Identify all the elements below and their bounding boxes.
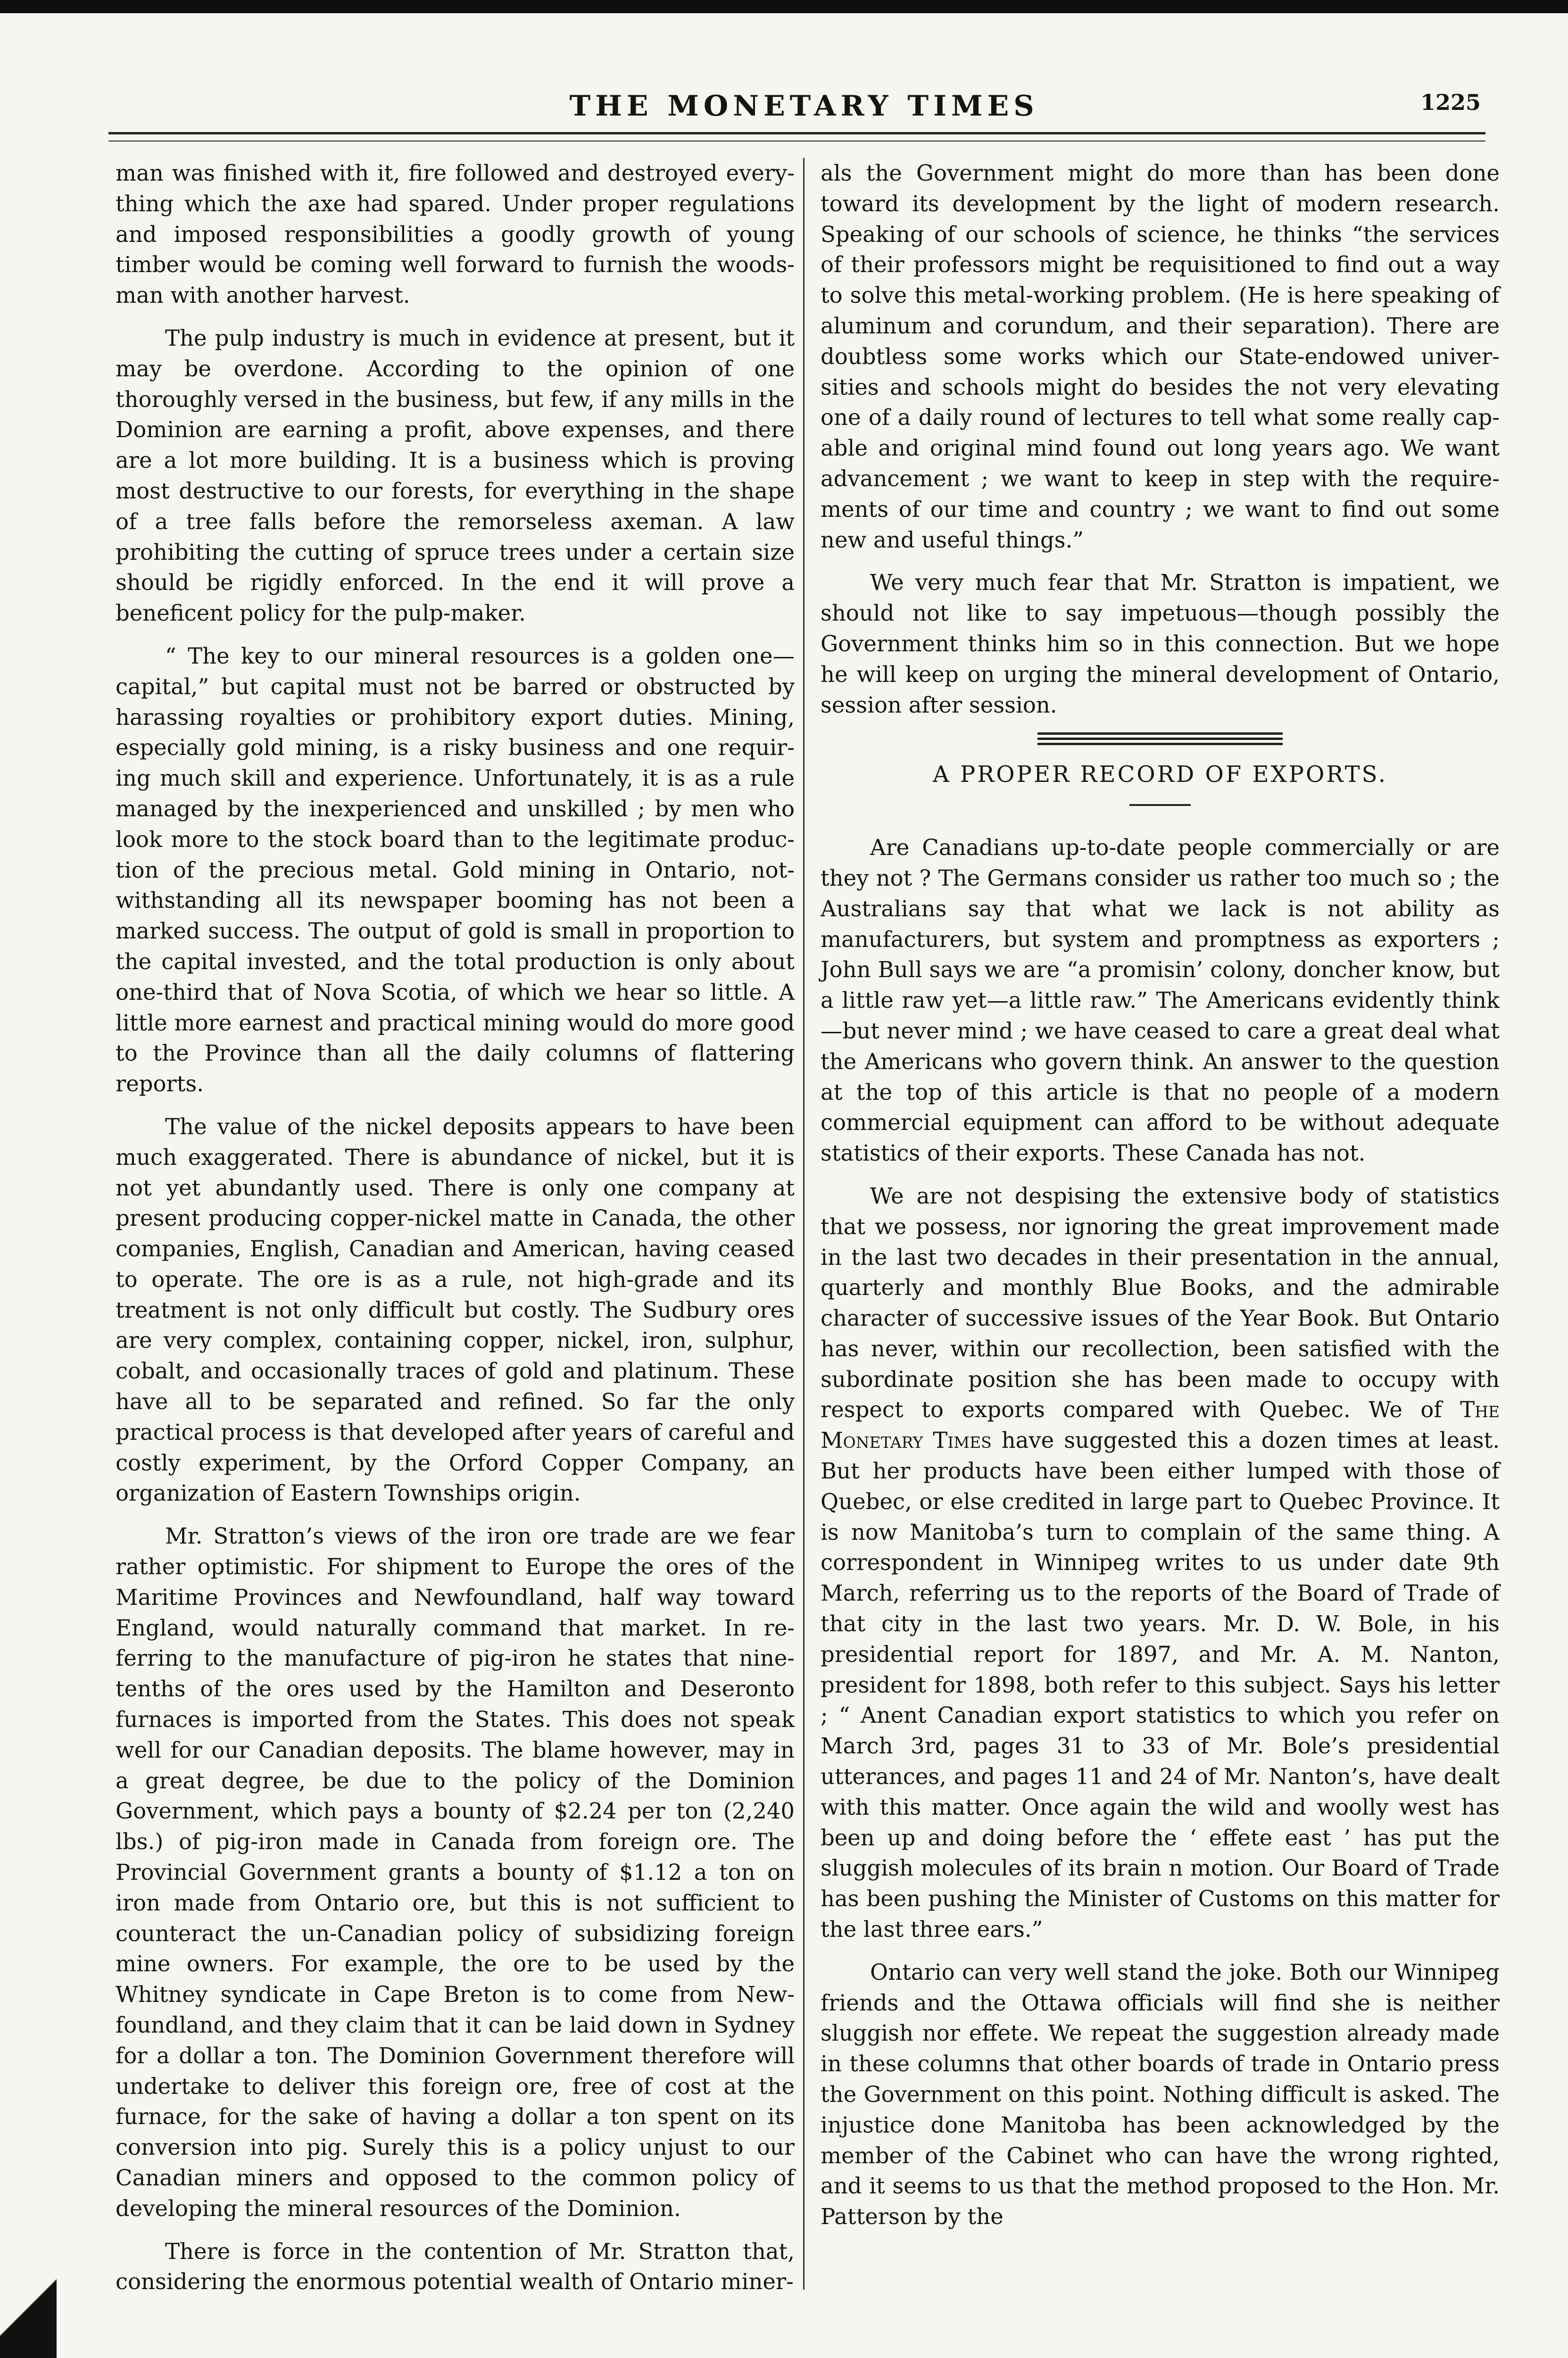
paragraph: “ The key to our mineral resources is a golden one—capital,” but capital must not be barred or obstructed by harassing royalties or prohibitory export duties. Mining, especially gold mining, is a risky business and one requir-ing much skill and experience. Unfortunately, it is as a rule managed by the inexperienced and unskilled ; by men who look more to the stock board than to the legitimate produc-tion of the precious metal. Gold mining in Ontario, not-withstanding all its newspaper booming has not been a marked success. The output of gold is small in proportion to the capital invested, and the total production is only about one-third that of Nova Scotia, of which we hear so little. A little more earnest and practical mining would do more good to the Province than all the daily columns of flattering reports. bbox=[116, 643, 795, 1097]
left-column bbox=[116, 158, 795, 2309]
paragraph-text: We are not despising the extensive body of statistics that we possess, nor ignoring the great improvement made in the last two decades in their presentation in the annual, quarterly and monthly Blue Books, and the admirable character of successive issues of the Year Book. But Ontario has never, within our recollection, been satisfied with the subordinate position she has been made to occupy with respect to exports compared with Quebec. We of bbox=[821, 1183, 1500, 1423]
paragraph: Mr. Stratton’s views of the iron ore trade are we fear rather optimistic. For shipment to Europe the ores of the Maritime Provinces and Newfoundland, half way toward England, would naturally command that market. In re-ferring to the manufacture of pig-iron he states that nine-tenths of the ores used by the Hamilton and Deseronto furnaces is imported from the States. This does not speak well for our Canadian deposits. The blame however, may in a great degree, be due to the policy of the Dominion Government, which pays a bounty of $2.24 per ton (2,240 lbs.) of pig-iron made in Canada from foreign ore. The Provincial Government grants a bounty of $1.12 a ton on iron made from Ontario ore, but this is not sufficient to counteract the un-Canadian policy of subsidizing foreign mine owners. For example, the ore to be used by the Whitney syndicate in Cape Breton is to come from New-foundland, and they claim that it can be laid down in Sydney for a dollar a ton. The Dominion Government therefore will undertake to deliver this foreign ore, free of cost at the furnace, for the sake of having a dollar a ton spent on its conversion into pig. Surely this is a policy unjust to our Canadian miners and opposed to the common policy of developing the mineral resources of the Dominion. bbox=[116, 1523, 795, 2221]
paragraph-text: have suggested this a dozen times at least. But her products have been either lumped with those of Quebec, or else credited in large part to Quebec Province. It is now Manitoba’s turn to complain of the same thing. A correspondent in Winnipeg writes to us under date 9th March, referring us to the reports of the Board of Trade of that city in the last two years. Mr. D. W. Bole, in his presidential report for 1897, and Mr. A. M. Nanton, president for 1898, both refer to this subject. Says his letter ; “ Anent Canadian export statistics to which you refer on March 3rd, pages 31 to 33 of Mr. Bole’s presidential utterances, and pages 11 and 24 of Mr. Nanton’s, have dealt with this matter. Once again the wild and woolly west has been up and doing before the ‘ effete east ’ has put the sluggish molecules of its brain n motion. Our Board of Trade has been pushing the Minister of Customs on this matter for the last three ears.” bbox=[821, 1428, 1500, 1943]
page-header bbox=[108, 90, 1500, 123]
paragraph: Are Canadians up-to-date people commercially or are they not ? The Germans consider us rather too much so ; the Australians say that what we lack is not ability as manufacturers, but system and promptness as exporters ; John Bull says we are “a promisin’ colony, doncher know, but a little raw yet—a little raw.” The Americans evidently think—but never mind ; we have ceased to care a great deal what the Americans who govern think. An answer to the question at the top of this article is that no people of a modern commercial equipment can afford to be without adequate statistics of their exports. These Canada has not. bbox=[821, 835, 1500, 1166]
paragraph: The value of the nickel deposits appears to have been much exaggerated. There is abundance of nickel, but it is not yet abundantly used. There is only one company at present producing copper-nickel matte in Canada, the other companies, English, Canadian and American, having ceased to operate. The ore is as a rule, not high-grade and its treatment is not only difficult but costly. The Sudbury ores are very complex, containing copper, nickel, iron, sulphur, cobalt, and occasionally traces of gold and platinum. These have all to be separated and refined. So far the only practical process is that developed after years of careful and costly experiment, by the Orford Copper Company, an organization of Eastern Townships origin. bbox=[116, 1113, 795, 1506]
scan-top-edge bbox=[0, 0, 1568, 13]
paragraph: als the Government might do more than has been done toward its development by the light of modern research. Speaking of our schools of science, he thinks “the services of their professors might be requisitioned to find out a way to solve this metal-working problem. (He is here speaking of aluminum and corundum, and their separation). There are doubtless some works which our State-endowed univer-sities and schools might do besides the not very elevating one of a daily round of lectures to tell what some really cap-able and original mind found out long years ago. We want advancement ; we want to keep in step with the require-ments of our time and country ; we want to find out some new and useful things.” bbox=[821, 160, 1500, 553]
paragraph: man was finished with it, fire followed and destroyed every-thing which the axe had spared. Under proper regulations and imposed responsibilities a goodly growth of young timber would be coming well forward to furnish the woods-man with another harvest. bbox=[116, 160, 795, 308]
paragraph: Ontario can very well stand the joke. Both our Winnipeg friends and the Ottawa officials will find she is neither sluggish nor effete. We repeat the suggestion already made in these columns that other boards of trade in Ontario press the Government on this point. Nothing difficult is asked. The injustice done Manitoba has been acknowledged by the member of the Cabinet who can have the wrong righted, and it seems to us that the method proposed to the Hon. Mr. Patterson by the bbox=[821, 1959, 1500, 2230]
section-ornament bbox=[1037, 732, 1283, 745]
paragraph: There is force in the contention of Mr. Stratton that, considering the enormous potential wealth of Ontario miner- bbox=[116, 2238, 795, 2295]
paragraph: The pulp industry is much in evidence at present, but it may be overdone. According to the opinion of one thoroughly versed in the business, but few, if any mills in the Dominion are earning a profit, above expenses, and there are a lot more building. It is a business which is proving most destructive to our forests, for everything in the shape of a tree falls before the remorseless axeman. A law prohibiting the cutting of spruce trees under a certain size should be rigidly enforced. In the end it will prove a beneficent policy for the pulp-maker. bbox=[116, 325, 795, 626]
section-rule bbox=[1129, 804, 1191, 806]
header-rule bbox=[108, 132, 1485, 134]
column-divider bbox=[803, 158, 805, 2290]
paragraph: We very much fear that Mr. Stratton is impatient, we should not like to say impetuous—though possibly the Government thinks him so in this connection. But we hope he will keep on urging the mineral development of Ontario, session after session. bbox=[821, 570, 1500, 718]
publication-title: The Monetary Times bbox=[821, 1397, 1500, 1453]
scan-corner-shadow bbox=[0, 2263, 57, 2358]
page-number: 1225 bbox=[1420, 90, 1481, 115]
paragraph-with-title bbox=[821, 1181, 1500, 1945]
section-heading: A PROPER RECORD OF EXPORTS. bbox=[932, 761, 1388, 788]
running-title: THE MONETARY TIMES bbox=[569, 90, 1039, 123]
right-column bbox=[821, 158, 1500, 2244]
